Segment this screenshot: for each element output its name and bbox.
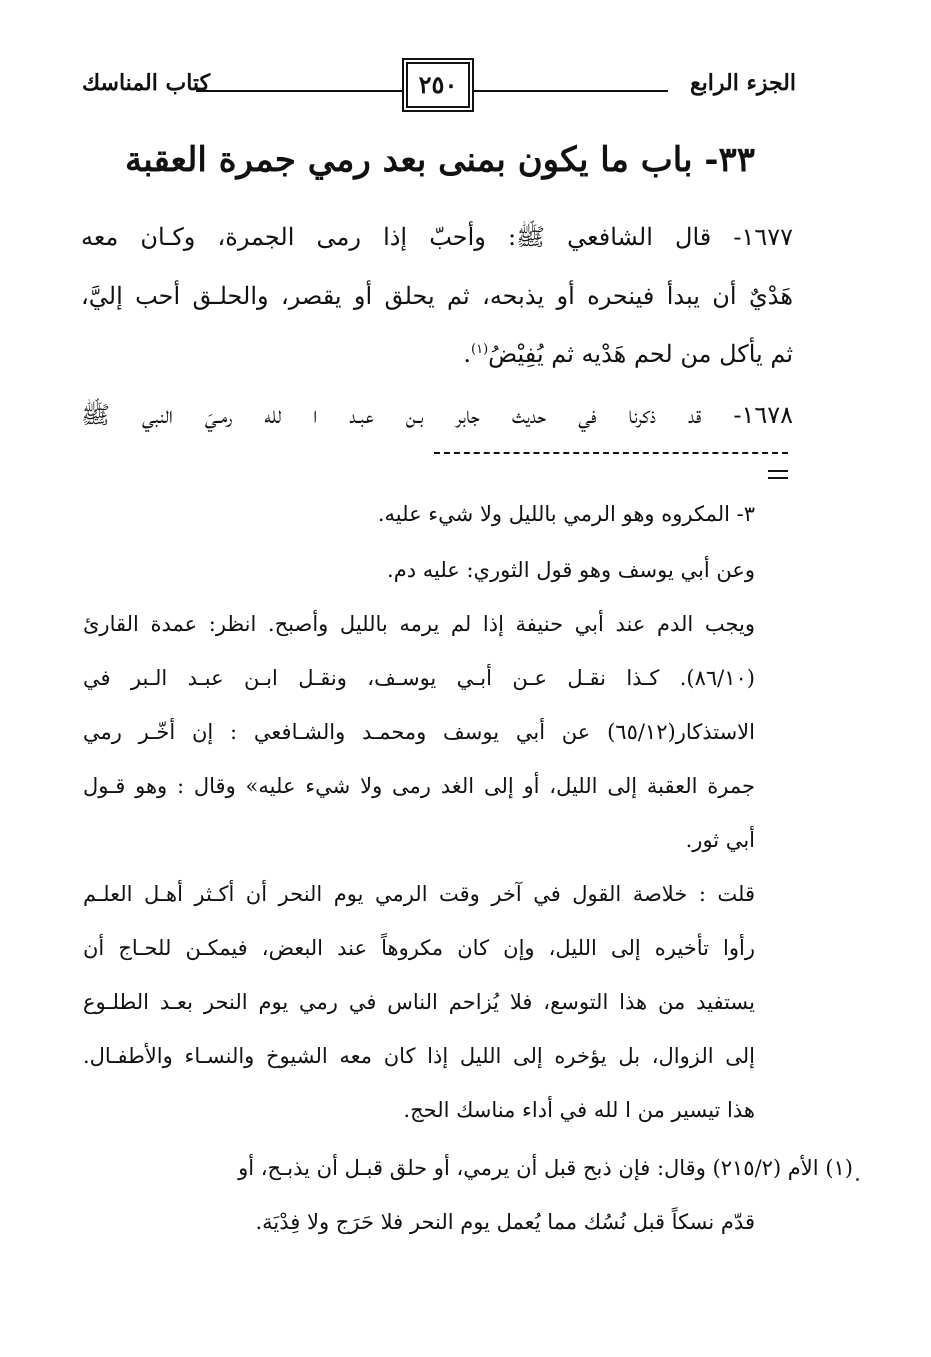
- running-header: [78, 62, 796, 112]
- text-line: ١٦٧٧- قال الشافعي ﷺ: وأحبّ إذا رمى الجمرة، وكـان معه: [81, 223, 794, 251]
- commentary-line: رأوا تأخيره إلى الليل، وإن كان مكروهاً عند البعض، فيمكـن للحـاج أن: [83, 936, 755, 960]
- chapter-title: ٣٣- باب ما يكون بمنى بعد رمي جمرة العقبة: [124, 140, 756, 180]
- commentary-line: ويجب الدم عند أبي حنيفة إذا لم يرمه بالليل وأصبح. انظر: عمدة القارئ: [83, 612, 755, 636]
- commentary-line: الاستذكار(٦٥/١٢) عن أبي يوسف ومحمـد والشـافعي : إن أخّـر رمي: [83, 720, 755, 744]
- commentary-line: إلى الزوال، بل يؤخره إلى الليل إذا كان معه الشيوخ والنسـاء والأطفـال.: [83, 1044, 755, 1068]
- footnote-separator: [434, 452, 788, 454]
- commentary-line: وعن أبي يوسف وهو قول الثوري: عليه دم.: [387, 558, 755, 582]
- footnote-text: الأم (٢١٥/٢) وقال: فإن ذبح قبل أن يرمي، أو حلق قبـل أن يذبـح، أو: [238, 1156, 819, 1180]
- footnote-line: [141, 1156, 853, 1180]
- commentary-line: ٣- المكروه وهو الرمي بالليل ولا شيء عليه.: [377, 502, 755, 526]
- footnote-reference: (١): [471, 342, 489, 357]
- text-line: [81, 340, 793, 368]
- commentary-line: جمرة العقبة إلى الليل، أو إلى الغد رمى ولا شيء عليه» وقال : وهو قـول: [83, 774, 755, 798]
- footnote-line: قدّم نسكاً قبل نُسُك مما يُعمل يوم النحر فلا حَرَج ولا فِدْيَة.: [255, 1210, 755, 1234]
- commentary-line: قلت : خلاصة القول في آخر وقت الرمي يوم النحر أن أكـثر أهـل العلـم: [83, 882, 756, 906]
- header-rule-left: [196, 90, 402, 92]
- commentary-line: يستفيد من هذا التوسع، فلا يُزاحم الناس في رمي يوم النحر بعـد الطلـوع: [83, 990, 755, 1014]
- volume-label: الجزء الرابع: [689, 70, 796, 96]
- text-line-content: ثم يأكل من لحم هَدْيه ثم يُفِيْضُ: [488, 340, 793, 368]
- footnote-marker: (١): [825, 1156, 853, 1180]
- book-label: كتاب المناسك: [82, 70, 211, 96]
- text-line: هَدْيٌ أن يبدأ فينحره أو يذبحه، ثم يحلق أو يقصر، والحلـق أحب إليَّ،: [81, 282, 793, 310]
- commentary-line: هذا تيسير من ا لله في أداء مناسك الحج.: [403, 1098, 755, 1122]
- commentary-line: (٨٦/١٠). كـذا نقـل عـن أبـي يوسـف، ونقـل ابـن عبـد الـبر في: [83, 666, 755, 690]
- page-number: ٢٥٠: [406, 62, 470, 108]
- header-rule-right: [472, 90, 668, 92]
- commentary-line: أبي ثور.: [685, 828, 755, 852]
- period: .: [463, 340, 472, 368]
- text-line: ١٦٧٨- قد ذكرنا في حديث جابر بـن عبـد ا لله رمـيَ النبي ﷺ: [81, 401, 793, 429]
- separator-mark: [768, 470, 788, 479]
- margin-dot: [856, 1178, 859, 1181]
